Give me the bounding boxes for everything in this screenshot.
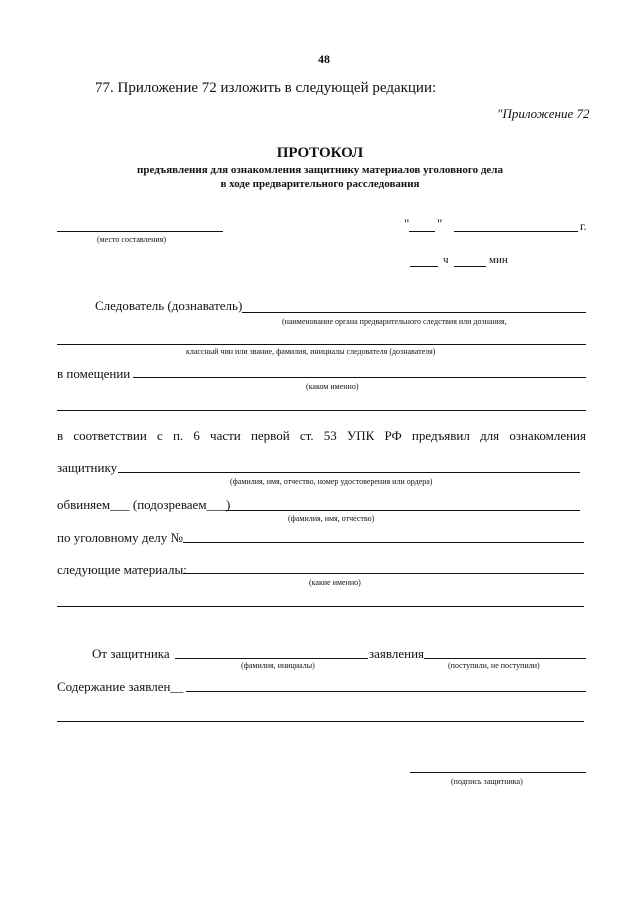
accordance-word: в [57, 428, 64, 443]
defender-caption: (фамилия, имя, отчество, номер удостоверения или ордера) [230, 477, 433, 486]
date-month-line[interactable] [454, 231, 578, 232]
materials-line-2[interactable] [57, 606, 584, 607]
accused-caption: (фамилия, имя, отчество) [288, 514, 375, 523]
accordance-word: УПК [346, 428, 375, 443]
time-hours-line[interactable] [410, 266, 438, 267]
room-label: в помещении [57, 366, 131, 381]
content-label: Содержание заявлен__ [57, 679, 184, 694]
room-caption: (каком именно) [306, 382, 359, 391]
accordance-word: для [480, 428, 500, 443]
document-title: ПРОТОКОЛ [276, 145, 364, 161]
case-label: по уголовному делу № [57, 530, 183, 545]
accordance-word: соответствии [73, 428, 147, 443]
place-caption: (место составления) [97, 235, 166, 244]
accordance-word: части [210, 428, 241, 443]
accordance-word: с [156, 428, 163, 443]
accordance-word: 53 [323, 428, 337, 443]
investigator-caption-1: (наименование органа предварительного следствия или дознания, [282, 317, 507, 326]
accordance-word: ст. [299, 428, 314, 443]
appendix-reference: "Приложение 72 [497, 106, 590, 121]
from-defender-caption: (фамилия, инициалы) [241, 661, 315, 670]
materials-caption: (какие именно) [309, 578, 361, 587]
accordance-word: предъявил [411, 428, 470, 443]
statements-caption: (поступили, не поступили) [448, 661, 540, 670]
content-line-2[interactable] [57, 721, 584, 722]
intro-text: 77. Приложение 72 изложить в следующей редакции: [95, 80, 437, 96]
accused-line[interactable] [225, 510, 580, 511]
materials-line-1[interactable] [183, 573, 584, 574]
page-number: 48 [318, 52, 330, 66]
signature-line[interactable] [410, 772, 586, 773]
from-defender-line[interactable] [175, 658, 368, 659]
content-line-1[interactable] [186, 691, 586, 692]
accordance-word: РФ [384, 428, 402, 443]
time-minutes-line[interactable] [454, 266, 486, 267]
time-minutes-label: мин [489, 254, 508, 266]
statements-line[interactable] [424, 658, 586, 659]
defender-line[interactable] [118, 472, 580, 473]
investigator-line-2[interactable] [57, 344, 586, 345]
room-line-2[interactable] [57, 410, 586, 411]
room-line-1[interactable] [133, 377, 586, 378]
date-close-quote: " [437, 216, 443, 231]
accordance-word: 6 [193, 428, 200, 443]
time-hours-label: ч [443, 254, 449, 266]
place-line[interactable] [57, 231, 223, 232]
document-subtitle-2: в ходе предварительного расследования [220, 178, 420, 190]
accordance-word: ознакомления [509, 428, 586, 443]
date-day-line[interactable] [409, 231, 435, 232]
accordance-word: первой [250, 428, 290, 443]
materials-label: следующие материалы: [57, 562, 187, 577]
accordance-word: п. [172, 428, 184, 443]
date-open-quote: " [404, 216, 410, 231]
date-year-suffix: г. [580, 219, 587, 233]
accused-label: обвиняем___ (подозреваем___) [57, 497, 231, 512]
defender-label: защитнику [57, 460, 118, 475]
signature-caption: (подпись защитника) [451, 777, 523, 786]
investigator-line-1[interactable] [242, 312, 586, 313]
document-subtitle-1: предъявления для ознакомления защитнику материалов уголовного дела [137, 164, 503, 176]
investigator-caption-2: классный чин или звание, фамилия, инициалы следователя (дознавателя) [186, 347, 436, 356]
accordance-line [57, 428, 586, 444]
case-number-line[interactable] [183, 542, 584, 543]
statements-label: заявления [369, 646, 425, 661]
investigator-label: Следователь (дознаватель) [95, 298, 243, 313]
from-defender-label: От защитника [92, 646, 170, 661]
